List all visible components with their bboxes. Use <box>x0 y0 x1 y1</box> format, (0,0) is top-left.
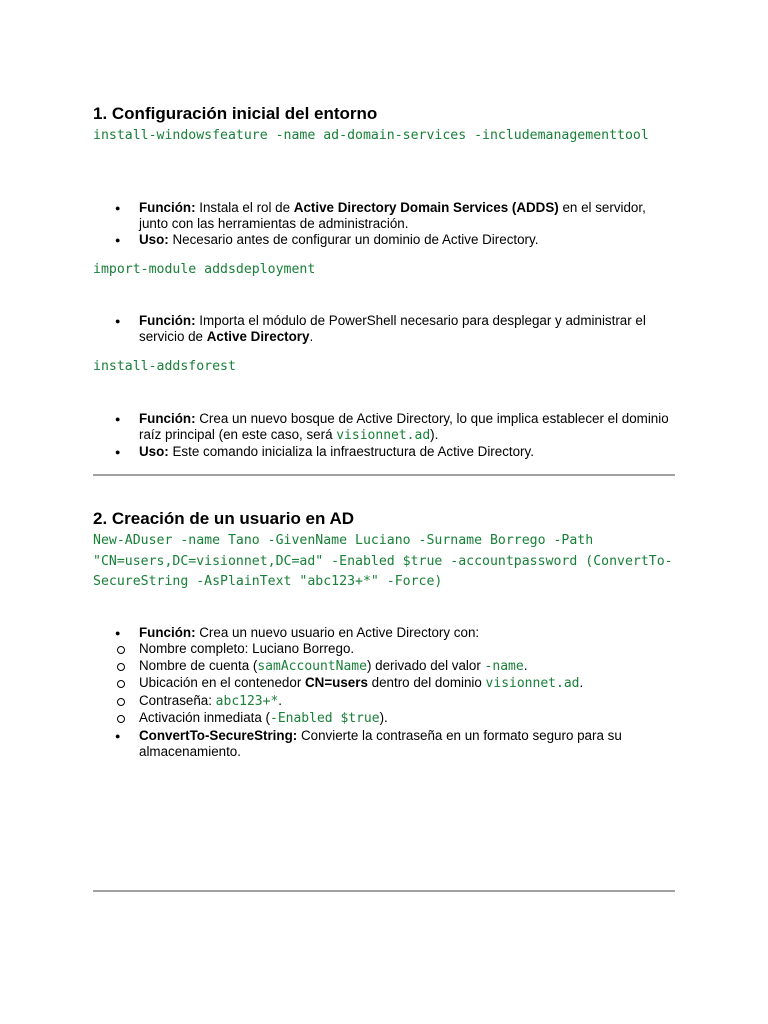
code-install-addsforest: install-addsforest <box>93 359 236 374</box>
sub-list-item: Contraseña: abc123+*. <box>93 693 675 711</box>
bullet-list-4 <box>93 625 675 760</box>
section-2 <box>93 509 675 593</box>
code-block-2 <box>93 260 675 281</box>
code-install-windowsfeature: install-windowsfeature -name ad-domain-services -includemanagementtool <box>93 128 649 143</box>
sub-list-item: Activación inmediata (-Enabled $true). <box>93 710 675 728</box>
list-item: ● Uso: Este comando inicializa la infraestructura de Active Directory. <box>93 444 675 460</box>
section-1-title: 1. Configuración inicial del entorno <box>93 104 378 123</box>
divider <box>93 474 675 476</box>
code-new-aduser: New-ADuser -name Tano -GivenName Luciano -Surname Borrego -Path "CN=users,DC=visionnet,DC=ad" -Enabled $true -accountpassword (ConvertTo-SecureString -AsPlainText "abc123+*" -Force) <box>93 533 673 589</box>
sub-list-item: Ubicación en el contenedor CN=users dentro del dominio visionnet.ad. <box>93 675 675 693</box>
bullet-list-3 <box>93 411 675 460</box>
code-block-3 <box>93 357 675 378</box>
bullet-list-1 <box>93 200 675 248</box>
section-1 <box>93 104 675 147</box>
bullet-list-2 <box>93 313 675 345</box>
list-item: ● Función: Crea un nuevo bosque de Active Directory, lo que implica establecer el dominio raíz principal (en este caso, será visionnet.ad). <box>93 411 675 444</box>
code-import-module: import-module addsdeployment <box>93 262 316 277</box>
section-2-title: 2. Creación de un usuario en AD <box>93 509 355 528</box>
list-item: ● Función: Instala el rol de Active Directory Domain Services (ADDS) en el servidor, junto con las herramientas de administración. <box>93 200 675 232</box>
list-item: ● Función: Crea un nuevo usuario en Active Directory con: Nombre completo: Luciano Borrego. Nombre de cuenta (samAccountName) derivado del valor -name. Ubicación en el contenedor CN=users dentro del dominio visionnet.ad. Contraseña: abc123+*. Activación inmediata (-Enabled $true). <box>93 625 675 728</box>
list-item: ● ConvertTo-SecureString: Convierte la contraseña en un formato seguro para su almacenamiento. <box>93 728 675 760</box>
sub-list <box>93 641 675 728</box>
divider <box>93 890 675 892</box>
sub-list-item: Nombre de cuenta (samAccountName) derivado del valor -name. <box>93 658 675 676</box>
list-item: ● Uso: Necesario antes de configurar un dominio de Active Directory. <box>93 232 675 248</box>
list-item: ● Función: Importa el módulo de PowerShell necesario para desplegar y administrar el servicio de Active Directory. <box>93 313 675 345</box>
sub-list-item: Nombre completo: Luciano Borrego. <box>93 641 675 658</box>
